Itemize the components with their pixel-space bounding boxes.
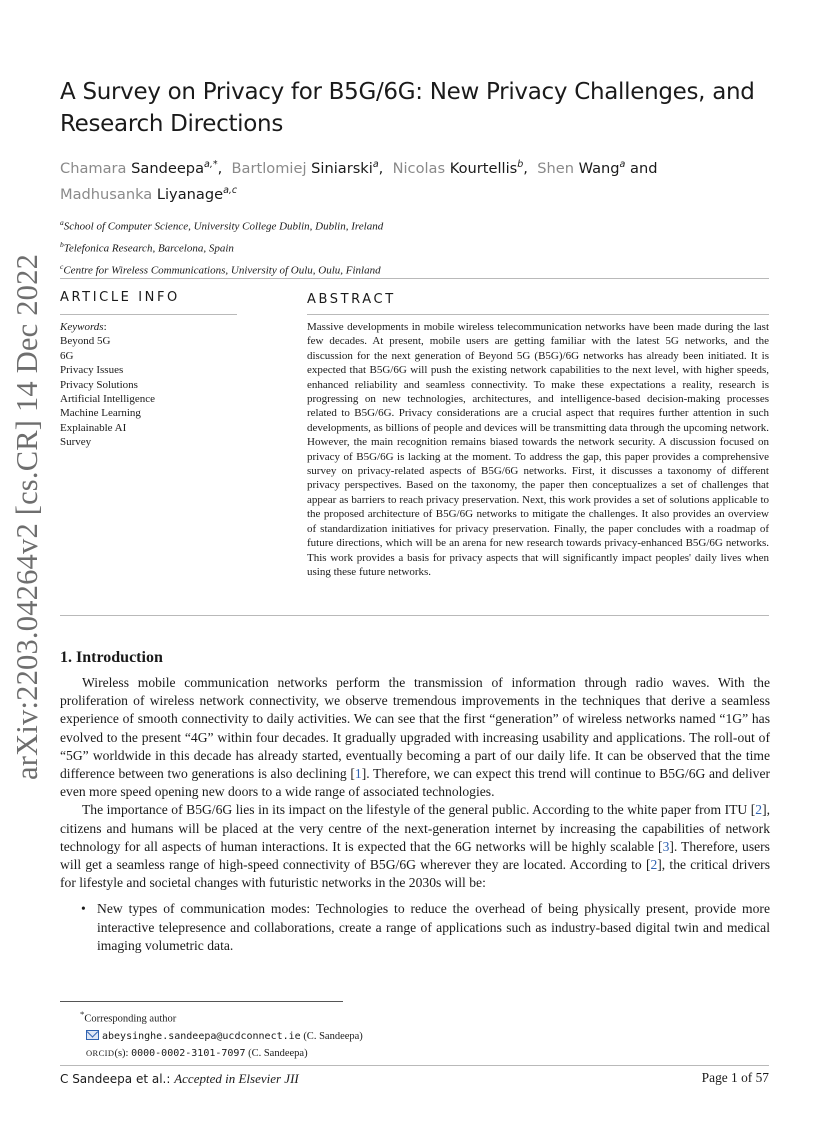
affiliation: $^b$Telefonica Research, Barcelona, Spain [60, 240, 234, 255]
author: Shen Wang$^a$ [537, 159, 626, 177]
paper-title: A Survey on Privacy for B5G/6G: New Privacy Challenges, and Research Directions [60, 79, 755, 137]
author: Nicolas Kourtellis$^b$ [392, 159, 524, 177]
footer-rule [60, 1065, 769, 1066]
keywords-label: Keywords [60, 321, 104, 333]
keyword: 6G [60, 349, 74, 362]
email-link[interactable]: abeysinghe.sandeepa@ucdconnect.ie [102, 1030, 301, 1042]
affiliation: $^a$School of Computer Science, University College Dublin, Dublin, Ireland [60, 218, 384, 233]
keywords-block: Keywords: Beyond 5G 6G Privacy Issues Privacy Solutions Artificial Intelligence Machine Learning Explainable AI Survey [60, 320, 240, 450]
author: Bartlomiej Siniarski$^a$ [231, 159, 379, 177]
author: Madhusanka Liyanage$^{a,c}$ [60, 184, 238, 203]
paragraph: The importance of B5G/6G lies in its impact on the lifestyle of the general public. According to the white paper from ITU [2], citizens and humans will be placed at the very centre of the next-generation internet by increasing the capabilities of network technology for all aspects of human interactions. It is expected that the 6G networks will be highly scalable [3]. Therefore, users will get a seamless range of high-speed connectivity of B5G/6G wherever they are located. According to [2], the critical drivers for lifestyle and societal changes with futuristic networks in the 2030s will be: [60, 802, 770, 891]
list-item: • New types of communication modes: Technologies to reduce the overhead of being physically present, provide more interactive telepresence and collaborations, create a range of applications such as industry-based digital twin and medical imaging volumetric data. [81, 901, 770, 953]
keyword: Survey [60, 436, 92, 449]
keyword: Explainable AI [60, 421, 127, 434]
abstract-text: Massive developments in mobile wireless telecommunication networks have been made during the last few decades. At present, mobile users are getting familiar with the latest 5G networks, and the discussion for the next generation of Beyond 5G (B5G)/6G networks has already been initiated. It is expected that B5G/6G will push the existing network capabilities to the next level, with higher speeds, enhanced reliability and seamless connectivity. To make these expectations a reality, research is progressing on new technologies, architectures, and intelligence-based decision-making processes related to B5G/6G. Privacy considerations are a crucial aspect that requires further attention in such developments, as billions of people and devices will be transmitting data through the upcoming network. However, the main recognition remains biased towards the network security. A discussion focused on privacy of B5G/6G is lacking at the moment. To address the gap, this paper provides a comprehensive survey on privacy-related aspects of B5G/6G networks. First, it discusses a taxonomy of different privacy perspectives. Based on the taxonomy, the paper then conceptualizes a set of challenges that appear as barriers to reach privacy preservation. Next, this work provides a set of solutions applicable to the proposed architecture of B5G/6G networks to mitigate the challenges. It also provides an overview of standardization initiatives for privacy preservation. Finally, the paper concludes with a roadmap of future directions, which will be an arena for new research towards privacy-enhanced B5G/6G networks. This work provides a basis for privacy aspects that will significantly impact peoples' daily lives when using these future networks. [307, 321, 769, 578]
bullet-icon: • [81, 901, 86, 917]
citation-link[interactable]: 2 [650, 857, 658, 873]
footnote-rule [60, 1001, 343, 1002]
citation-link[interactable]: 2 [755, 802, 763, 818]
affiliations [60, 214, 780, 280]
author-list: Chamara Sandeepa$^{a,*}$, Bartlomiej Siniarski$^a$, Nicolas Kourtellis$^b$, Shen Wang$^a$ and Madhusanka Liyanage$^{a,c}$ [60, 159, 663, 203]
mail-icon [86, 1030, 99, 1040]
page-number: Page 1 of 57 [701, 1070, 769, 1085]
abstract-rule [307, 314, 769, 315]
affiliation: $^c$Centre for Wireless Communications, University of Oulu, Oulu, Finland [60, 262, 381, 277]
keyword: Artificial Intelligence [60, 393, 155, 406]
article-info-heading: ARTICLE INFO [60, 290, 180, 305]
citation-link[interactable]: 3 [662, 838, 670, 854]
citation-link[interactable]: 1 [354, 766, 362, 782]
footnotes [80, 1006, 480, 1062]
article-info-rule [60, 314, 237, 315]
author: Chamara Sandeepa$^{a,*}$ [60, 159, 218, 177]
keyword: Machine Learning [60, 407, 141, 420]
paragraph: Wireless mobile communication networks perform the transmission of information through radio waves. With the proliferation of wireless network connectivity, we observe tremendous improvements in the techniques that derive a seamless experience of smooth connectivity to daily activities. We can see that the first “generation” of wireless networks named “1G” has evolved to the present “4G” within four decades. It gradually upgraded with increasing usability and applications. The roll-out of “5G” worldwide in this decade has already started, eventually becoming a part of our daily life. It can be observed that the time difference between two generations is also declining [1]. Therefore, we can expect this trend will continue to B5G/6G and deliver even more speed opening new doors to a wide range of associated technologies. [60, 675, 770, 800]
abstract-heading: ABSTRACT [307, 292, 396, 307]
arxiv-stamp: arXiv:2203.04264v2 [cs.CR] 14 Dec 2022 [10, 253, 44, 780]
keyword: Beyond 5G [60, 335, 111, 348]
introduction-body [60, 674, 770, 955]
bullet-list [60, 900, 770, 955]
top-rule [60, 278, 769, 279]
orcid-id: 0000-0002-3101-7097 [131, 1047, 246, 1059]
footer-running-head: C Sandeepa et al.: Accepted in Elsevier JII [60, 1071, 299, 1086]
mid-rule [60, 615, 769, 616]
footnote-email: abeysinghe.sandeepa@ucdconnect.ie (C. Sandeepa) [80, 1028, 480, 1045]
footnote-corresponding: *Corresponding author [80, 1009, 177, 1025]
section-heading-introduction: 1. Introduction [60, 649, 163, 666]
footnote-orcid: ORCID(s): 0000-0002-3101-7097 (C. Sandeepa) [86, 1047, 308, 1059]
keyword: Privacy Solutions [60, 378, 138, 391]
keyword: Privacy Issues [60, 364, 124, 377]
